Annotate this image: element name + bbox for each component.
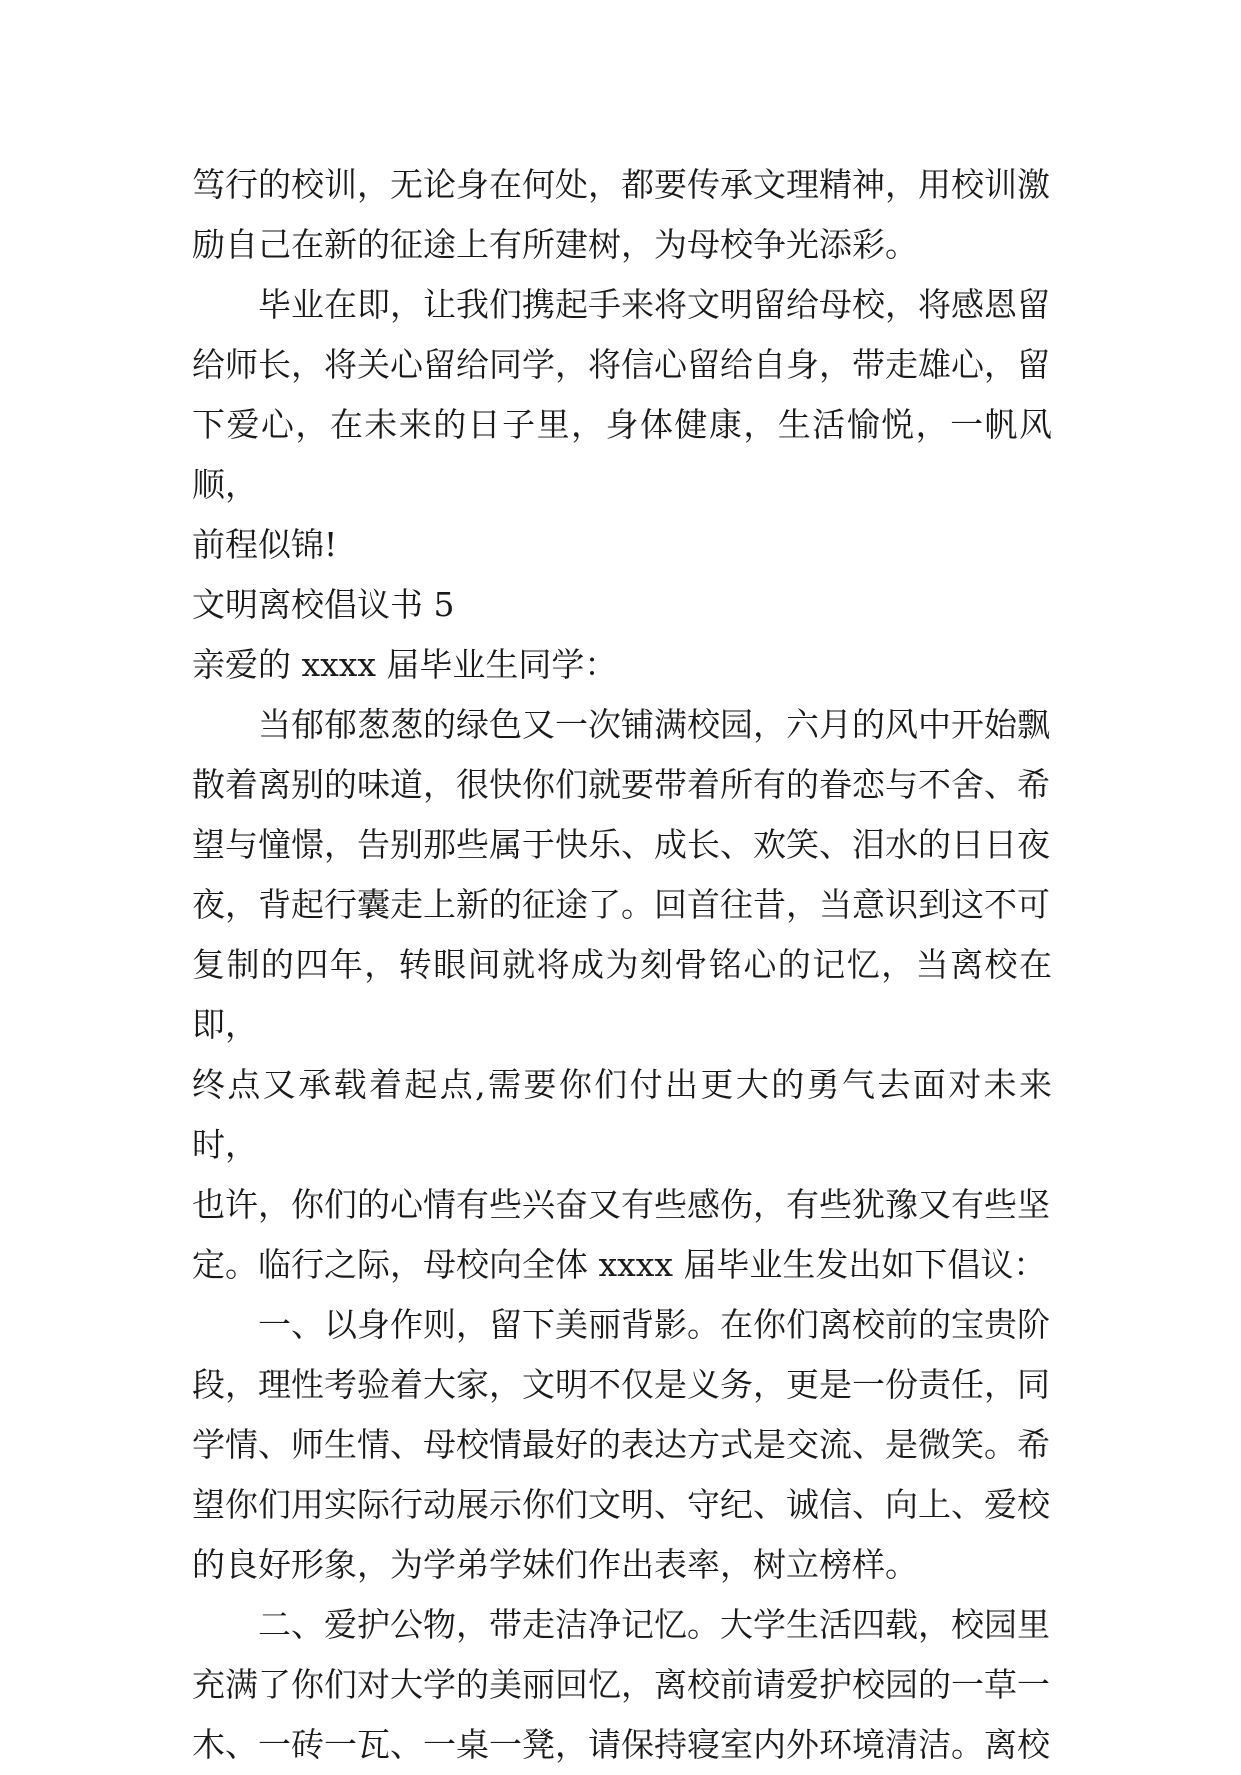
salutation: 亲爱的 xxxx 届毕业生同学： — [192, 645, 618, 684]
paragraph-continuation: 笃行的校训，无论身在何处，都要传承文理精神，用校训激 励自己在新的征途上有所建树，为母校争光添彩。 — [192, 165, 1050, 264]
document-body — [192, 155, 1052, 1775]
paragraph-graduation-wish: 毕业在即，让我们携起手来将文明留给母校，将感恩留 给师长，将关心留给同学，将信心留给自身，带走雄心，留 下爱心，在未来的日子里，身体健康，生活愉悦，一帆风顺， 前程似锦! — [192, 285, 1052, 564]
paragraph-proposal-two: 二、爱护公物，带走洁净记忆。大学生活四载，校园里 充满了你们对大学的美丽回忆，离校前请爱护校园的一草一 木、一砖一瓦、一桌一凳，请保持寝室内外环境清洁。离校 — [192, 1605, 1050, 1764]
paragraph-proposal-one: 一、以身作则，留下美丽背影。在你们离校前的宝贵阶 段，理性考验着大家，文明不仅是义务，更是一份责任，同 学情、师生情、母校情最好的表达方式是交流、是微笑。希 望你们用实际行动展示你们文明、守纪、诚信、向上、爱校 的良好形象，为学弟学妹们作出表率，树立榜样。 — [192, 1305, 1050, 1584]
paragraph-introduction: 当郁郁葱葱的绿色又一次铺满校园，六月的风中开始飘 散着离别的味道，很快你们就要带着所有的眷恋与不舍、希 望与憧憬，告别那些属于快乐、成长、欢笑、泪水的日日夜 夜，背起行囊走上新的征途了。回首往昔，当意识到这不可 复制的四年，转眼间就将成为刻骨铭心的记忆，当离校在即， 终点又承载着起点,需要你们付出更大的勇气去面对未来时， 也许，你们的心情有些兴奋又有些感伤，有些犹豫又有些坚 定。临行之际，母校向全体 xxxx 届毕业生发出如下倡议： — [192, 705, 1052, 1284]
section-title: 文明离校倡议书 5 — [192, 585, 455, 624]
